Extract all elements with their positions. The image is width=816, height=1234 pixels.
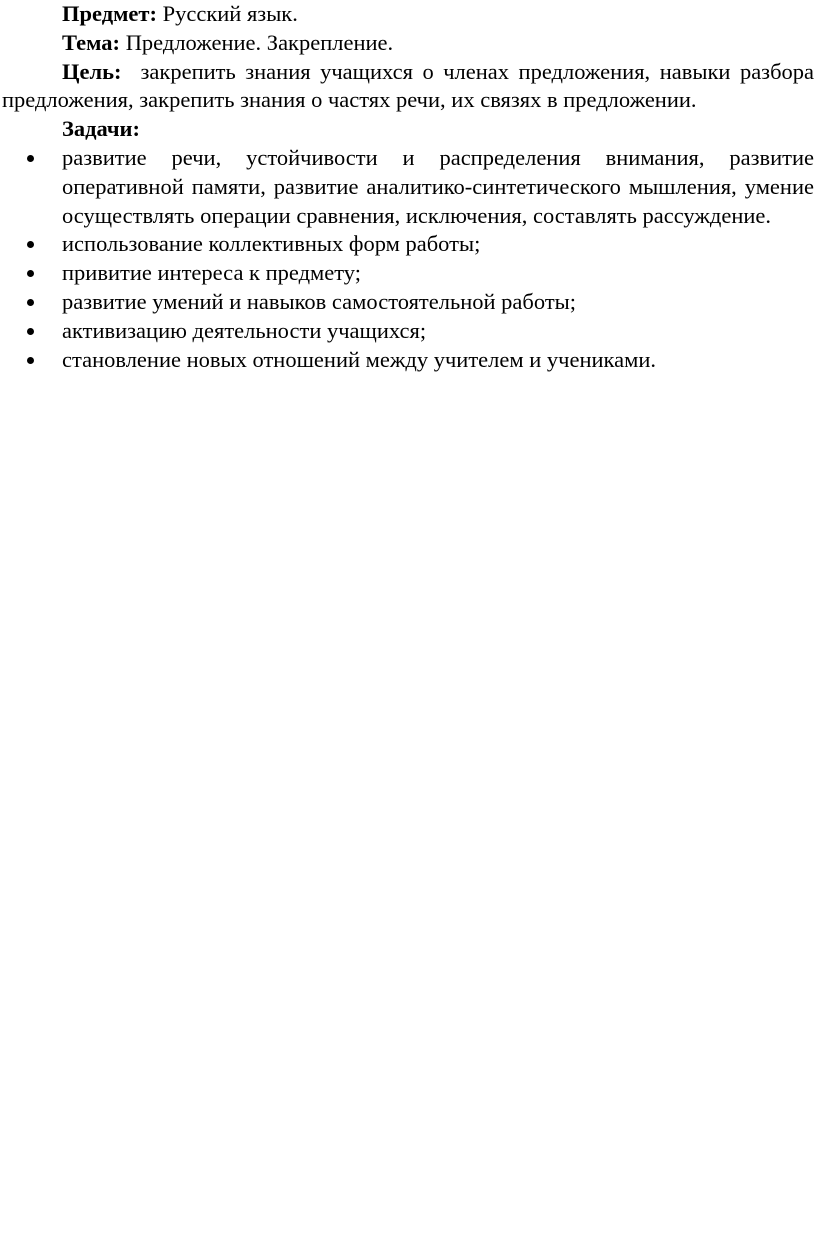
topic-value: Предложение. Закрепление.	[125, 29, 394, 55]
list-item	[2, 288, 814, 317]
list-item-text: привитие интереса к предмету;	[62, 260, 362, 286]
document-body	[2, 0, 814, 374]
list-item-text: развитие умений и навыков самостоятельной работы;	[62, 288, 577, 314]
list-item	[2, 317, 814, 346]
subject-line	[2, 0, 814, 29]
list-item-text: активизацию деятельности учащихся;	[62, 317, 427, 343]
goal-label: Цель:	[62, 58, 122, 84]
list-item	[2, 259, 814, 288]
list-item-text: развитие речи, устойчивости и распределения внимания, развитие оперативной памяти, развитие аналитико-синтетического мышления, умение осуществлять операции сравнения, исключения, составлять рассуждение.	[62, 144, 814, 228]
goal-paragraph	[2, 58, 814, 116]
bullet-icon	[27, 155, 34, 162]
list-item	[2, 230, 814, 259]
topic-line	[2, 29, 814, 58]
bullet-icon	[27, 299, 34, 306]
tasks-heading-line	[2, 115, 814, 144]
list-item	[2, 144, 814, 230]
subject-label: Предмет:	[62, 1, 157, 26]
list-item-text: использование коллективных форм работы;	[62, 231, 481, 257]
subject-value: Русский язык.	[162, 1, 298, 26]
tasks-list	[2, 144, 814, 374]
bullet-icon	[27, 241, 34, 248]
list-item-text: становление новых отношений между учителем и учениками.	[62, 346, 657, 372]
goal-text: закрепить знания учащихся о членах предложения, навыки разбора предложения, закрепить знания о частях речи, их связях в предложении.	[2, 58, 814, 113]
tasks-heading: Задачи:	[62, 116, 141, 142]
list-item	[2, 346, 814, 375]
bullet-icon	[27, 270, 34, 277]
topic-label: Тема:	[62, 29, 121, 55]
bullet-icon	[27, 328, 34, 335]
bullet-icon	[27, 357, 34, 364]
